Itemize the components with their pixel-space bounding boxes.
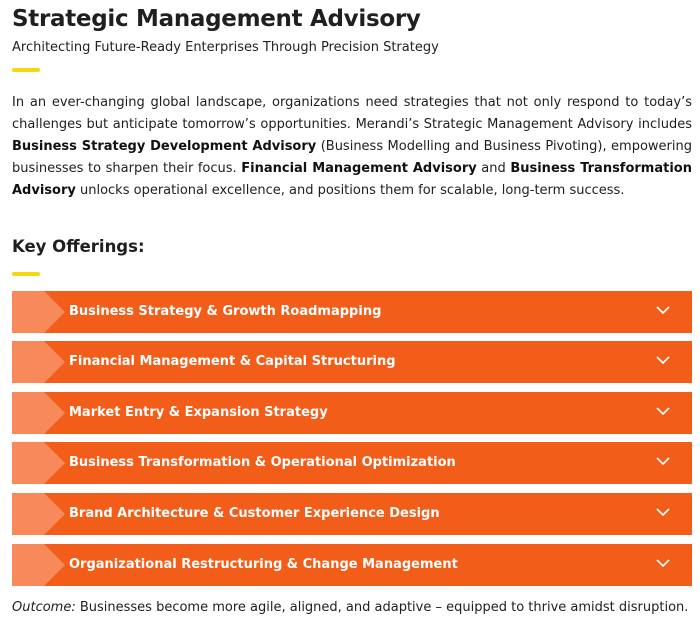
accordion-tab-shape (12, 442, 44, 484)
accordion-item-label: Brand Architecture & Customer Experience Design (69, 506, 440, 522)
accordion-item-market-entry[interactable] (12, 392, 692, 434)
chevron-down-icon[interactable] (656, 456, 670, 466)
accordion-tab-shape (12, 493, 44, 535)
accordion-item-label: Business Strategy & Growth Roadmapping (69, 303, 382, 319)
accordion-item-label: Market Entry & Expansion Strategy (69, 404, 328, 420)
page-subtitle: Architecting Future-Ready Enterprises Through Precision Strategy (12, 40, 439, 55)
accordion-arrow-shape (44, 392, 65, 434)
intro-bold-1: Business Strategy Development Advisory (12, 139, 317, 154)
accordion-tab-shape (12, 392, 44, 434)
chevron-down-icon[interactable] (656, 507, 670, 517)
accordion-item-label: Financial Management & Capital Structuring (69, 354, 396, 370)
accordion-arrow-shape (44, 493, 65, 535)
page-title: Strategic Management Advisory (12, 6, 421, 32)
key-offerings-heading: Key Offerings: (12, 237, 145, 256)
offerings-accordion (12, 291, 692, 586)
outcome-statement (12, 598, 692, 618)
accordion-tab-shape (12, 341, 44, 383)
intro-bold-3: Business Transformation Advisory (12, 161, 692, 198)
accordion-item-brand-architecture[interactable] (12, 493, 692, 535)
accordion-arrow-shape (44, 291, 65, 333)
accordion-item-growth-roadmapping[interactable] (12, 291, 692, 333)
intro-paragraph (12, 92, 692, 202)
intro-text-4: unlocks operational excellence, and positions them for scalable, long-term success. (75, 183, 625, 198)
title-accent-bar (12, 68, 40, 72)
intro-text-2: (Business Modelling and Business Pivoting), empowering businesses to sharpen their focus. (12, 139, 692, 176)
outcome-text: Businesses become more agile, aligned, and adaptive – equipped to thrive amidst disruption. (75, 599, 689, 615)
intro-text-1: In an ever-changing global landscape, organizations need strategies that not only respond to today’s challenges but anticipate tomorrow’s opportunities. Merandi’s Strategic Management Advisory includes (12, 95, 692, 132)
accordion-arrow-shape (44, 341, 65, 383)
chevron-down-icon[interactable] (656, 558, 670, 568)
chevron-down-icon[interactable] (656, 355, 670, 365)
chevron-down-icon[interactable] (656, 305, 670, 315)
accordion-item-organizational-restructuring[interactable] (12, 544, 692, 586)
accordion-tab-shape (12, 544, 44, 586)
accordion-tab-shape (12, 291, 44, 333)
intro-text-3: and (476, 161, 511, 176)
accordion-item-business-transformation[interactable] (12, 442, 692, 484)
accordion-arrow-shape (44, 442, 65, 484)
outcome-label: Outcome: (12, 599, 76, 615)
chevron-down-icon[interactable] (656, 406, 670, 416)
intro-bold-2: Financial Management Advisory (241, 161, 477, 176)
accordion-item-capital-structuring[interactable] (12, 341, 692, 383)
accordion-arrow-shape (44, 544, 65, 586)
accordion-item-label: Business Transformation & Operational Optimization (69, 455, 456, 471)
heading-accent-bar (12, 272, 40, 276)
accordion-item-label: Organizational Restructuring & Change Management (69, 556, 458, 572)
